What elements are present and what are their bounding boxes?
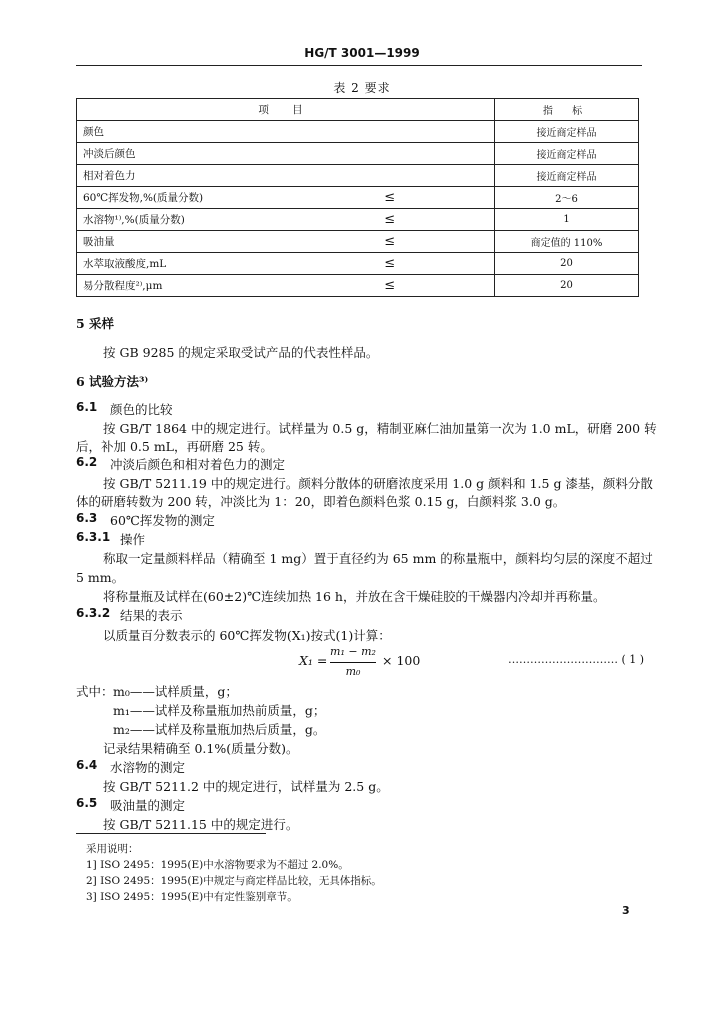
page-number: 3 <box>622 904 630 917</box>
row-symbol: ≤ <box>286 275 495 297</box>
section-6-1-body-line2: 后，补加 0.5 mL，再研磨 25 转。 <box>76 439 273 454</box>
row-value: 商定值的 110% <box>495 231 639 253</box>
row-symbol: ≤ <box>286 253 495 275</box>
section-6-2-body-line2: 体的研磨转数为 200 转，冲淡比为 1：20，即着色颜料色浆 0.15 g，白颜料浆 3.0 g。 <box>76 494 566 509</box>
table-row <box>77 187 639 209</box>
row-value: 1 <box>495 209 639 231</box>
where-label: 式中： <box>76 684 114 699</box>
section-6-1-title: 颜色的比较 <box>110 402 173 417</box>
requirements-table <box>76 98 639 297</box>
table-row <box>77 231 639 253</box>
notes-title: 采用说明： <box>86 843 139 855</box>
section-6-1-number: 6.1 <box>76 400 98 414</box>
section-5-body: 按 GB 9285 的规定采取受试产品的代表性样品。 <box>103 345 379 360</box>
row-value: 接近商定样品 <box>495 121 639 143</box>
table-caption: 表 2 要求 <box>333 81 391 95</box>
table-header-row <box>77 99 639 121</box>
row-item: 60℃挥发物,%(质量分数) <box>77 187 286 209</box>
section-6-3-2-title: 结果的表示 <box>120 608 183 623</box>
section-6-3-1-body-line3: 将称量瓶及试样在(60±2)℃连续加热 16 h，并放在含干燥硅胶的干燥器内冷却并再称量。 <box>103 589 606 604</box>
section-5-title: 5 采样 <box>76 316 115 331</box>
section-6-3-title: 60℃挥发物的测定 <box>110 513 215 528</box>
formula-lhs: X₁ = <box>299 653 328 668</box>
section-6-3-1-title: 操作 <box>120 532 146 547</box>
formula-label: ………………………… ( 1 ) <box>508 653 645 666</box>
row-symbol: ≤ <box>286 209 495 231</box>
note-1: 1] ISO 2495：1995(E)中水溶物要求为不超过 2.0%。 <box>86 859 349 871</box>
row-value: 20 <box>495 253 639 275</box>
formula-fraction-bar <box>330 662 376 663</box>
table-row <box>77 275 639 297</box>
row-item: 水溶物¹⁾,%(质量分数) <box>77 209 286 231</box>
section-6-4-body: 按 GB/T 5211.2 中的规定进行，试样量为 2.5 g。 <box>103 779 389 794</box>
row-value: 接近商定样品 <box>495 143 639 165</box>
row-item: 易分散程度²⁾,μm <box>77 275 286 297</box>
row-value: 2～6 <box>495 187 639 209</box>
variable-m1: m₁——试样及称量瓶加热前质量，g； <box>113 703 326 718</box>
header-item: 项 目 <box>77 99 495 121</box>
section-6-1-body-line1: 按 GB/T 1864 中的规定进行。试样量为 0.5 g，精制亚麻仁油加量第一次为 1.0 mL，研磨 200 转 <box>103 421 657 436</box>
variable-m0: m₀——试样质量，g； <box>113 684 238 699</box>
row-item: 水萃取液酸度,mL <box>77 253 286 275</box>
variable-m2: m₂——试样及称量瓶加热后质量，g。 <box>113 722 326 737</box>
record-precision: 记录结果精确至 0.1%(质量分数)。 <box>103 741 299 756</box>
section-6-2-body-line1: 按 GB/T 5211.19 中的规定进行。颜料分散体的研磨浓度采用 1.0 g 颜料和 1.5 g 漆基，颜料分散 <box>103 476 653 491</box>
row-symbol: ≤ <box>286 231 495 253</box>
formula-numerator: m₁ − m₂ <box>330 645 376 658</box>
section-6-3-1-number: 6.3.1 <box>76 530 111 544</box>
section-6-title: 6 试验方法³⁾ <box>76 374 149 389</box>
header-value: 指 标 <box>495 99 639 121</box>
table-row <box>77 165 639 187</box>
section-6-3-2-number: 6.3.2 <box>76 606 111 620</box>
section-6-3-1-body-line1: 称取一定量颜料样品（精确至 1 mg）置于直径约为 65 mm 的称量瓶中，颜料均匀层的深度不超过 <box>103 551 653 566</box>
section-6-3-number: 6.3 <box>76 511 98 525</box>
standard-number-header: HG/T 3001—1999 <box>304 46 420 60</box>
row-value: 接近商定样品 <box>495 165 639 187</box>
footnote-rule <box>76 833 266 834</box>
formula-rhs: × 100 <box>382 653 421 668</box>
section-6-5-body: 按 GB/T 5211.15 中的规定进行。 <box>103 817 299 832</box>
section-6-2-number: 6.2 <box>76 455 98 469</box>
table-row <box>77 209 639 231</box>
section-6-2-title: 冲淡后颜色和相对着色力的测定 <box>110 457 286 472</box>
row-item: 相对着色力 <box>77 165 495 187</box>
section-6-3-1-body-line2: 5 mm。 <box>76 570 125 585</box>
table-row <box>77 253 639 275</box>
header-rule <box>76 65 642 66</box>
row-item: 颜色 <box>77 121 495 143</box>
row-value: 20 <box>495 275 639 297</box>
table-row <box>77 143 639 165</box>
row-item: 吸油量 <box>77 231 286 253</box>
note-2: 2] ISO 2495：1995(E)中规定与商定样品比较，无具体指标。 <box>86 875 382 887</box>
section-6-5-number: 6.5 <box>76 796 98 810</box>
section-6-4-title: 水溶物的测定 <box>110 760 186 775</box>
section-6-4-number: 6.4 <box>76 758 98 772</box>
section-6-5-title: 吸油量的测定 <box>110 798 186 813</box>
note-3: 3] ISO 2495：1995(E)中有定性鉴别章节。 <box>86 891 298 903</box>
formula-denominator: m₀ <box>345 665 361 678</box>
row-symbol: ≤ <box>286 187 495 209</box>
table-row <box>77 121 639 143</box>
row-item: 冲淡后颜色 <box>77 143 495 165</box>
section-6-3-2-body: 以质量百分数表示的 60℃挥发物(X₁)按式(1)计算： <box>103 628 391 643</box>
